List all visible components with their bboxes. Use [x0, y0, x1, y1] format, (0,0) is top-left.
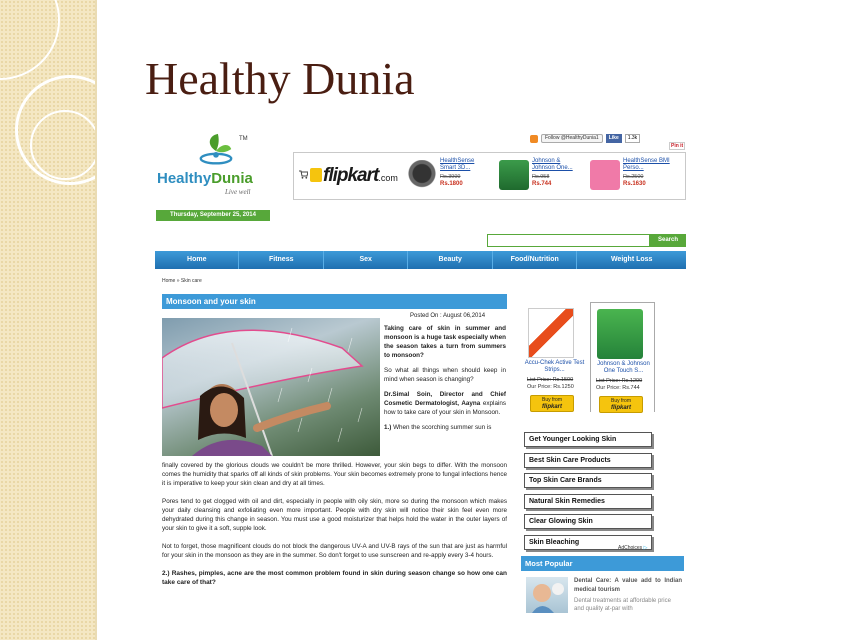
- p1-start-text: When the scorching summer sun is: [391, 424, 492, 431]
- skin-link-natural-remedies[interactable]: Natural Skin Remedies: [524, 494, 652, 509]
- like-count: 1.3k: [625, 134, 640, 143]
- buy-from-flipkart-button[interactable]: [599, 396, 643, 413]
- most-popular-thumbnail[interactable]: [526, 577, 568, 613]
- ad-item-price: Rs.744: [532, 181, 552, 187]
- article-photo: [162, 318, 380, 456]
- nav-item-sex[interactable]: Sex: [324, 251, 408, 269]
- ad-item-old-price: Rs.2500: [623, 174, 644, 180]
- article-question: So what all things when should keep in mind when season is changing?: [384, 367, 506, 383]
- search-button[interactable]: Search: [650, 234, 686, 247]
- flipkart-ad-banner[interactable]: [293, 152, 686, 200]
- dental-patient-illustration: [526, 577, 568, 613]
- nav-item-fitness[interactable]: Fitness: [239, 251, 323, 269]
- flipkart-f-icon: [310, 168, 322, 182]
- product-list-price: List Price: Rs.1500: [527, 377, 574, 383]
- most-popular-heading: Most Popular: [521, 556, 684, 571]
- ad-item-price: Rs.1800: [440, 181, 463, 187]
- rss-icon[interactable]: [530, 135, 538, 143]
- ad-item-name[interactable]: Johnson & Johnson One...: [532, 158, 573, 171]
- product-our-price: Our Price: Rs.744: [596, 385, 640, 391]
- product-name[interactable]: Accu-Chek Active Test Strips...: [524, 360, 585, 373]
- product-list-price: List Price: Rs.1200: [596, 378, 643, 384]
- flipkart-brand-suffix: .com: [378, 173, 398, 183]
- product-card[interactable]: [590, 302, 655, 412]
- article-expert: [384, 390, 506, 417]
- buy-line2: flipkart: [541, 404, 562, 410]
- ad-item-old-price: Rs.3999: [440, 174, 461, 180]
- article-paragraph: Not to forget, those magnificent clouds do not block the dangerous UV-A and UV-B rays of the sun that are just as harmful for your skin in the monsoon as they are in the summer. So don't forget to use sunscreen and re-apply every 3-4 hours.: [162, 543, 507, 559]
- ad-item[interactable]: [590, 158, 670, 198]
- most-popular-title[interactable]: Dental Care: A value add to Indian medical tourism: [574, 578, 682, 593]
- decorative-ring: [0, 0, 60, 80]
- ad-item-old-price: Rs.958: [532, 174, 550, 180]
- onetouch-product-image: [597, 309, 643, 359]
- flipkart-logo: [310, 165, 398, 187]
- buy-from-flipkart-button[interactable]: [530, 395, 574, 412]
- article-paragraph: Pores tend to get clogged with oil and dirt, especially in people with oily skin, more so during the monsoon which makes your daily cleansing and exfoliating even more important. People with dry skin will notice their skin feel even more dehydrated during this change in season. You must use a good moisturizer that helps hold the water in the outer layers of your skin to give it a soft, supple look.: [162, 498, 507, 532]
- trademark: TM: [239, 136, 248, 142]
- skin-link-clear-skin[interactable]: Clear Glowing Skin: [524, 514, 652, 529]
- expert-name: Dr.Simal Soin, Director and Chief Cosmetic Dermatologist, Aayna: [384, 391, 506, 407]
- slide-title: Healthy Dunia: [145, 53, 415, 104]
- nav-item-beauty[interactable]: Beauty: [408, 251, 492, 269]
- product-our-price: Our Price: Rs.1250: [527, 384, 574, 390]
- article-intro: Taking care of skin in summer and monsoon is a huge task especially when the season takes a turn from summers to monsoon?: [384, 325, 506, 359]
- decorative-ring: [30, 110, 100, 180]
- product-name[interactable]: Johnson & Johnson One Touch S...: [597, 361, 650, 374]
- accu-chek-product-image: [528, 308, 574, 358]
- ad-item-name[interactable]: HealthSense Smart 3D...: [440, 158, 475, 171]
- skin-link-best-products[interactable]: Best Skin Care Products: [524, 453, 652, 468]
- smart-scale-thumbnail: [407, 160, 437, 190]
- article-intro-column: [384, 324, 506, 432]
- pin-it-button[interactable]: Pin it: [671, 143, 684, 149]
- article-subheading: 2.) Rashes, pimples, acne are the most common problem found in skin during season change so how one can take care of that?: [162, 570, 507, 586]
- logo-leaf-icon: [197, 132, 235, 170]
- woman-umbrella-illustration: [162, 318, 380, 456]
- ad-item-price: Rs.1630: [623, 181, 646, 187]
- skin-link-younger-skin[interactable]: Get Younger Looking Skin: [524, 432, 652, 447]
- nav-item-weight-loss[interactable]: Weight Loss: [610, 256, 653, 263]
- social-bar: [530, 133, 640, 144]
- article-title: Monsoon and your skin: [162, 294, 507, 309]
- adchoices-text: AdChoices: [618, 545, 643, 551]
- article-p1-start: [384, 423, 506, 432]
- adchoices-icon: ▷: [643, 545, 648, 551]
- glucometer-thumbnail: [499, 160, 529, 190]
- nav-item-food-nutrition[interactable]: Food/Nutrition: [493, 251, 577, 269]
- date-bar: Thursday, September 25, 2014: [156, 210, 270, 221]
- buy-line1: Buy from: [541, 397, 562, 403]
- facebook-like-button[interactable]: Like: [606, 134, 622, 143]
- skin-link-top-brands[interactable]: Top Skin Care Brands: [524, 473, 652, 488]
- logo-word-healthy: Healthy: [157, 170, 212, 187]
- most-popular-description: Dental treatments at affordable price and quality at-par with: [574, 598, 671, 612]
- strip-edge: [95, 0, 97, 640]
- site-logo[interactable]: [155, 130, 273, 196]
- logo-text: [157, 170, 253, 187]
- ad-item-name[interactable]: HealthSense BMI Perso...: [623, 158, 670, 171]
- logo-word-dunia: Dunia: [211, 170, 253, 187]
- cart-icon: [298, 169, 308, 179]
- product-card[interactable]: [522, 302, 587, 412]
- expert-text: explains how to take care of your skin in Monsoon.: [384, 400, 506, 416]
- bmi-scale-thumbnail: [590, 160, 620, 190]
- article-paragraph: finally covered by the glorious clouds we couldn't be more thrilled. However, your skin begs to differ. With the monsoon comes the humidity that sparks off all kinds of skin problems. Your skin becomes extremely prone to fungal infections hence it is imperative to keep your skin clean and dry at all times.: [162, 462, 507, 487]
- buy-line1: Buy from: [610, 398, 631, 404]
- decorative-left-strip: [0, 0, 95, 640]
- adchoices-label[interactable]: [618, 545, 647, 551]
- search-input[interactable]: [487, 234, 650, 247]
- nav-item-home[interactable]: Home: [155, 251, 239, 269]
- main-nav: [155, 251, 686, 269]
- p1-number: 1.): [384, 424, 392, 431]
- buy-line2: flipkart: [610, 405, 631, 411]
- ad-item[interactable]: [407, 158, 487, 198]
- skin-link-bleaching[interactable]: Skin Bleaching: [524, 535, 652, 550]
- article-body: [162, 461, 507, 596]
- breadcrumb[interactable]: Home » Skin care: [162, 278, 202, 284]
- ad-item[interactable]: [499, 158, 579, 198]
- posted-date: Posted On : August 06,2014: [410, 313, 486, 319]
- website-screenshot: [150, 130, 695, 615]
- flipkart-brand: flipkart: [323, 165, 379, 186]
- logo-tagline: Live well: [225, 188, 251, 196]
- twitter-follow-button[interactable]: Follow @HealthyDunia1: [541, 134, 603, 143]
